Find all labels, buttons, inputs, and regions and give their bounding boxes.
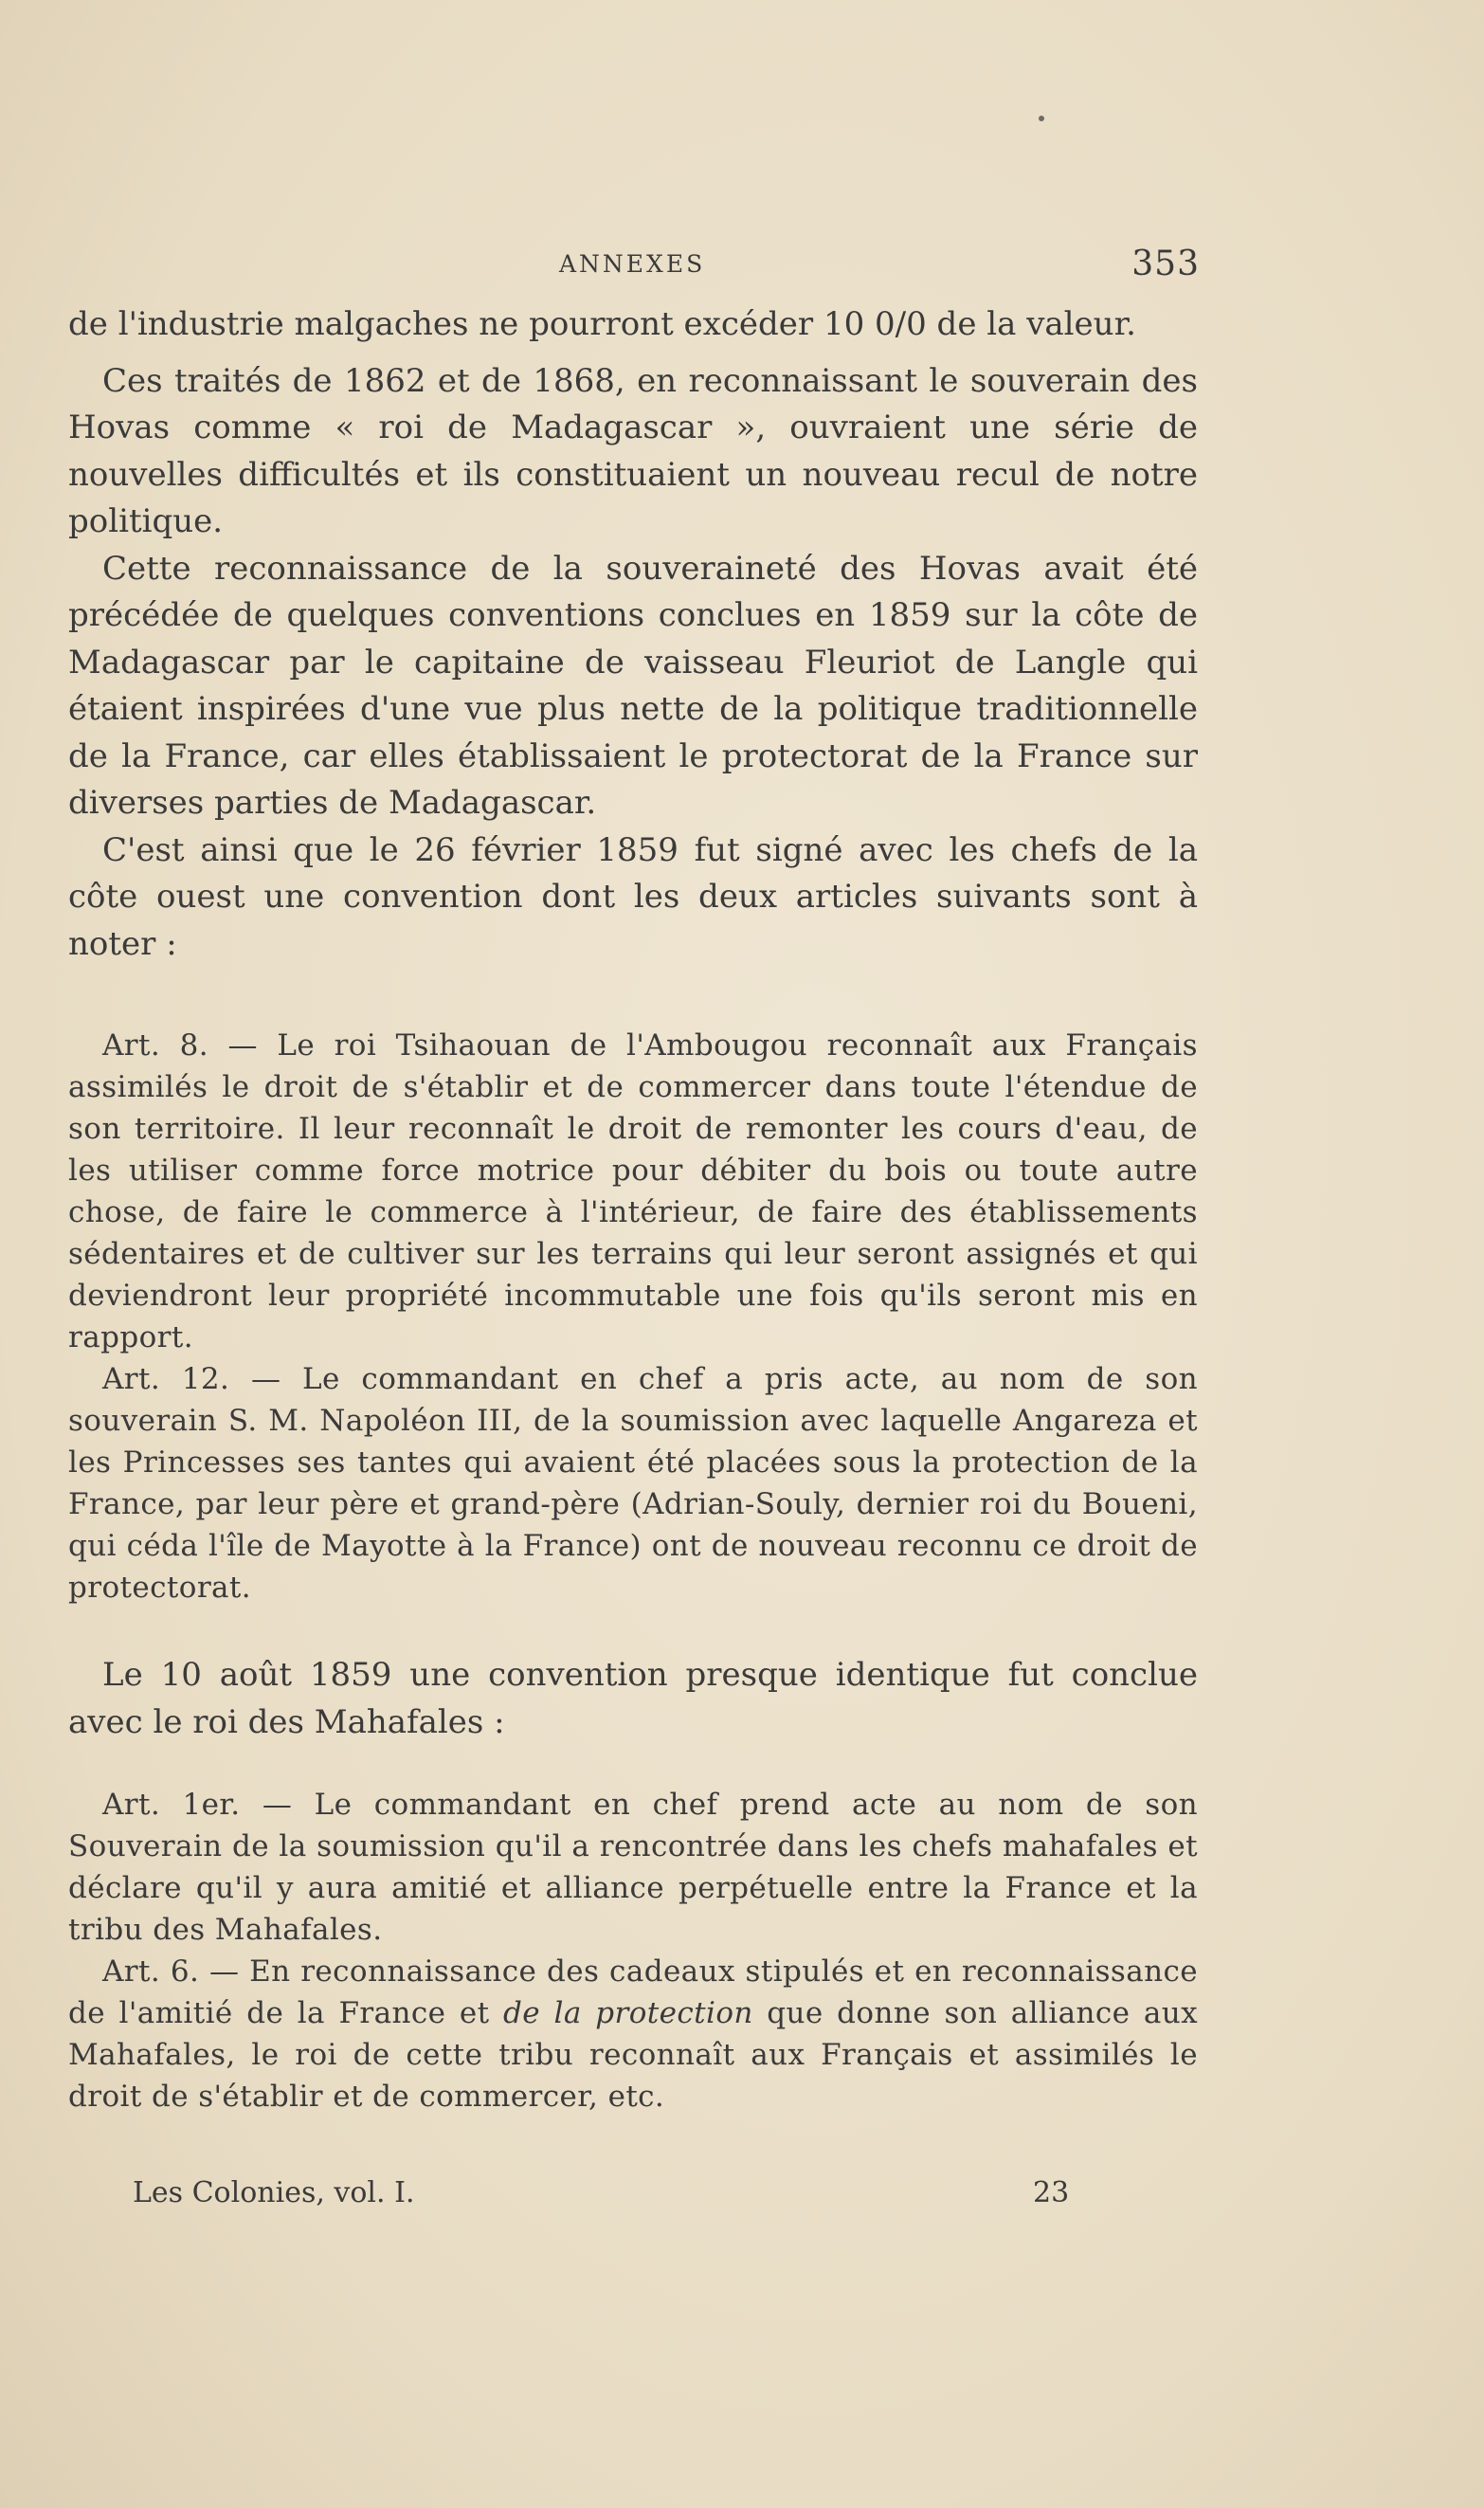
running-title: ANNEXES	[559, 250, 706, 278]
article-6	[68, 1951, 1198, 2117]
article-1: Art. 1er. — Le commandant en chef prend acte au nom de son Souverain de la soumission qu'il a rencontrée dans les chefs mahafales et déclare qu'il y aura amitié et alliance perpétuelle entre la France et la tribu des Mahafales.	[68, 1788, 1198, 1947]
footer-title: Les Colonies, vol. I.	[133, 2176, 415, 2209]
paragraph: Cette reconnaissance de la souveraineté des Hovas avait été précédée de quelques conventions conclues en 1859 sur la côte de Madagascar par le capitaine de vaisseau Fleuriot de Langle qui étaient inspirées d'une vue plus nette de la politique traditionnelle de la France, car elles établissaient le protectorat de la France sur diverses parties de Madagascar.	[68, 549, 1198, 822]
convention-articles-1859-august	[68, 1784, 1198, 2117]
article-6-text-start: Art. 6. — En reconnaissance des cadeaux stipulés et en reconnaissance de l'amitié de la France et	[68, 1954, 1198, 2030]
convention-articles-1859-february	[68, 1025, 1198, 1608]
paragraph: Ces traités de 1862 et de 1868, en reconnaissant le souverain des Hovas comme « roi de Madagascar », ouvraient une série de nouvelles difficultés et ils constituaient un nouveau recul de notre politique.	[68, 361, 1198, 540]
article-12: Art. 12. — Le commandant en chef a pris acte, au nom de son souverain S. M. Napoléon III, de la soumission avec laquelle Angareza et les Princesses ses tantes qui avaient été placées sous la protection de la France, par leur père et grand-père (Adrian-Souly, dernier roi du Boueni, qui céda l'île de Mayotte à la France) ont de nouveau reconnu ce droit de protectorat.	[68, 1362, 1198, 1605]
ink-speck	[1039, 116, 1044, 121]
paragraph-continuation: de l'industrie malgaches ne pourront excéder 10 0/0 de la valeur.	[68, 305, 1136, 343]
signature-mark: 23	[1033, 2176, 1070, 2209]
page-footer	[133, 2176, 1080, 2214]
paragraph-mahafales-intro: Le 10 août 1859 une convention presque identique fut conclue avec le roi des Mahafales :	[68, 1656, 1198, 1741]
article-6-emphasis: de la protection	[503, 1996, 753, 2030]
paragraph: C'est ainsi que le 26 février 1859 fut signé avec les chefs de la côte ouest une convention dont les deux articles suivants sont à noter :	[68, 830, 1198, 963]
article-6-text-end: que donne son alliance aux Mahafales, le roi de cette tribu reconnaît aux Français et assimilés le droit de s'établir et de commercer, etc.	[68, 1996, 1198, 2114]
page-body	[68, 301, 1198, 2117]
article-8: Art. 8. — Le roi Tsihaouan de l'Ambougou reconnaît aux Français assimilés le droit de s'établir et de commercer dans toute l'étendue de son territoire. Il leur reconnaît le droit de remonter les cours d'eau, de les utiliser comme force motrice pour débiter du bois ou toute autre chose, de faire le commerce à l'intérieur, de faire des établissements sédentaires et de cultiver sur les terrains qui leur seront assignés et qui deviendront leur propriété incommutable une fois qu'ils seront mis en rapport.	[68, 1028, 1198, 1354]
page-header	[66, 245, 1200, 288]
page-number: 353	[1131, 245, 1200, 283]
